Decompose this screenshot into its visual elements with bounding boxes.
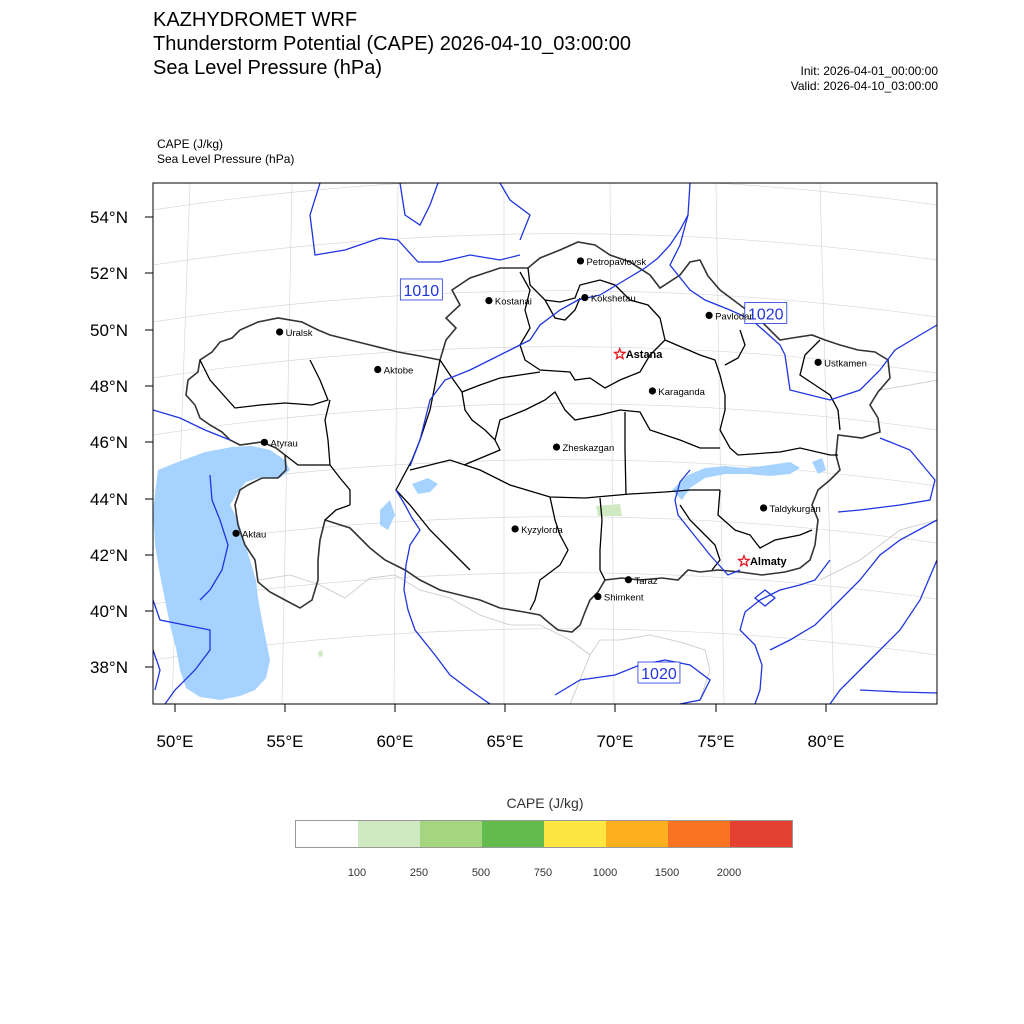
- lon-label: 60°E: [376, 732, 414, 751]
- field-title: Thunderstorm Potential (CAPE) 2026-04-10_03:00:00: [153, 33, 632, 55]
- cape-field-label: CAPE (J/kg): [157, 137, 224, 151]
- city-label: Shimkent: [603, 592, 644, 604]
- city-label: Pavlodar: [715, 311, 753, 323]
- lon-label: 80°E: [807, 732, 845, 751]
- city-pavlodar: [706, 311, 753, 322]
- city-petropavlovsk: [577, 257, 647, 268]
- legend-color-box: [296, 821, 358, 847]
- city-atyrau: [261, 438, 298, 449]
- city-dot: [649, 387, 656, 394]
- svg-text:1020: 1020: [641, 666, 677, 684]
- svg-text:1010: 1010: [403, 282, 440, 300]
- aral-sea-north: [412, 478, 438, 494]
- city-astana: [615, 349, 664, 362]
- city-dot: [625, 576, 632, 583]
- lat-label: 42°N: [90, 546, 128, 565]
- legend-color-box: [482, 821, 544, 847]
- lat-label: 54°N: [90, 208, 128, 227]
- lon-label: 55°E: [266, 732, 304, 751]
- lat-label: 50°N: [90, 321, 128, 340]
- city-dot: [706, 312, 713, 319]
- city-almaty: [739, 556, 788, 569]
- init-time: Init: 2026-04-01_00:00:00: [800, 64, 938, 78]
- city-dot: [553, 443, 560, 450]
- city-dot: [511, 525, 518, 532]
- city-dot: [594, 593, 601, 600]
- city-dot: [577, 257, 584, 264]
- legend-color-box: [358, 821, 420, 847]
- legend-tick: 1500: [654, 867, 680, 879]
- city-label: Atyrau: [270, 438, 298, 450]
- cape-100-spot: [318, 650, 323, 657]
- overlay-title: Sea Level Pressure (hPa): [153, 57, 383, 79]
- lat-label: 52°N: [90, 264, 128, 283]
- city-kostanai: [485, 297, 532, 308]
- legend-tick-labels: [295, 867, 795, 883]
- city-label: Taraz: [634, 575, 658, 587]
- legend-color-box: [420, 821, 482, 847]
- national-border: [186, 242, 890, 632]
- city-label: Aktau: [242, 529, 267, 541]
- lat-label: 40°N: [90, 602, 128, 621]
- lat-label: 48°N: [90, 377, 128, 396]
- legend-tick: 2000: [716, 867, 742, 879]
- lat-label: 38°N: [90, 658, 128, 677]
- city-taraz: [625, 576, 658, 587]
- city-dot: [276, 328, 283, 335]
- city-label: Karaganda: [658, 386, 705, 398]
- city-dot: [232, 530, 239, 537]
- capital-star-icon: [739, 556, 750, 566]
- legend-color-box: [606, 821, 668, 847]
- city-dot: [374, 366, 381, 373]
- city-label: Kyzylorda: [521, 524, 563, 536]
- city-label: Petropavlovsk: [586, 256, 647, 268]
- city-karaganda: [649, 387, 706, 398]
- lon-label: 75°E: [697, 732, 735, 751]
- isobar-labels: [400, 279, 786, 683]
- city-ustkamen: [815, 358, 867, 369]
- city-dot: [815, 359, 822, 366]
- legend-color-box: [668, 821, 730, 847]
- legend-title: CAPE (J/kg): [506, 795, 584, 811]
- lat-label: 44°N: [90, 490, 128, 509]
- lat-label: 46°N: [90, 433, 128, 452]
- neighbor-borders: [258, 380, 937, 704]
- city-taldykurgan: [760, 504, 821, 515]
- legend-tick: 100: [347, 867, 367, 879]
- city-label: Ustkamen: [824, 358, 867, 370]
- legend-tick: 500: [471, 867, 491, 879]
- city-label: Astana: [625, 349, 663, 362]
- isobar-label: [400, 279, 442, 300]
- latitude-labels: [90, 208, 128, 677]
- aral-sea: [380, 500, 395, 530]
- longitude-labels: [156, 732, 844, 751]
- city-label: Kostanai: [494, 296, 532, 308]
- legend-tick: 1000: [592, 867, 618, 879]
- city-aktobe: [374, 366, 413, 377]
- legend-colorbar: [295, 820, 793, 848]
- city-label: Aktobe: [383, 365, 414, 377]
- city-label: Uralsk: [285, 327, 313, 339]
- model-title: KAZHYDROMET WRF: [153, 9, 358, 31]
- valid-time: Valid: 2026-04-10_03:00:00: [790, 79, 938, 93]
- cape-100-area: [596, 504, 622, 516]
- city-dot: [261, 439, 268, 446]
- svg-text:1020: 1020: [747, 306, 784, 324]
- city-label: Almaty: [749, 556, 787, 569]
- city-dot: [760, 504, 767, 511]
- slp-field-label: Sea Level Pressure (hPa): [157, 152, 295, 166]
- city-kyzylorda: [511, 525, 563, 536]
- legend-tick: 250: [409, 867, 429, 879]
- city-shimkent: [594, 593, 644, 604]
- lon-label: 65°E: [486, 732, 524, 751]
- city-dot: [581, 294, 588, 301]
- legend-color-box: [730, 821, 792, 847]
- city-zheskazgan: [553, 443, 614, 454]
- legend-color-box: [544, 821, 606, 847]
- lon-label: 50°E: [156, 732, 194, 751]
- city-label: Taldykurgan: [769, 503, 821, 515]
- city-label: Kokshetau: [590, 293, 636, 305]
- capital-star-icon: [615, 349, 626, 359]
- isobar-label: [638, 662, 680, 683]
- legend-tick: 750: [533, 867, 553, 879]
- lon-label: 70°E: [596, 732, 634, 751]
- city-label: Zheskazgan: [562, 443, 615, 455]
- city-dot: [485, 297, 492, 304]
- city-kokshetau: [581, 294, 636, 305]
- lake-balkhash: [672, 462, 800, 500]
- city-uralsk: [276, 328, 313, 339]
